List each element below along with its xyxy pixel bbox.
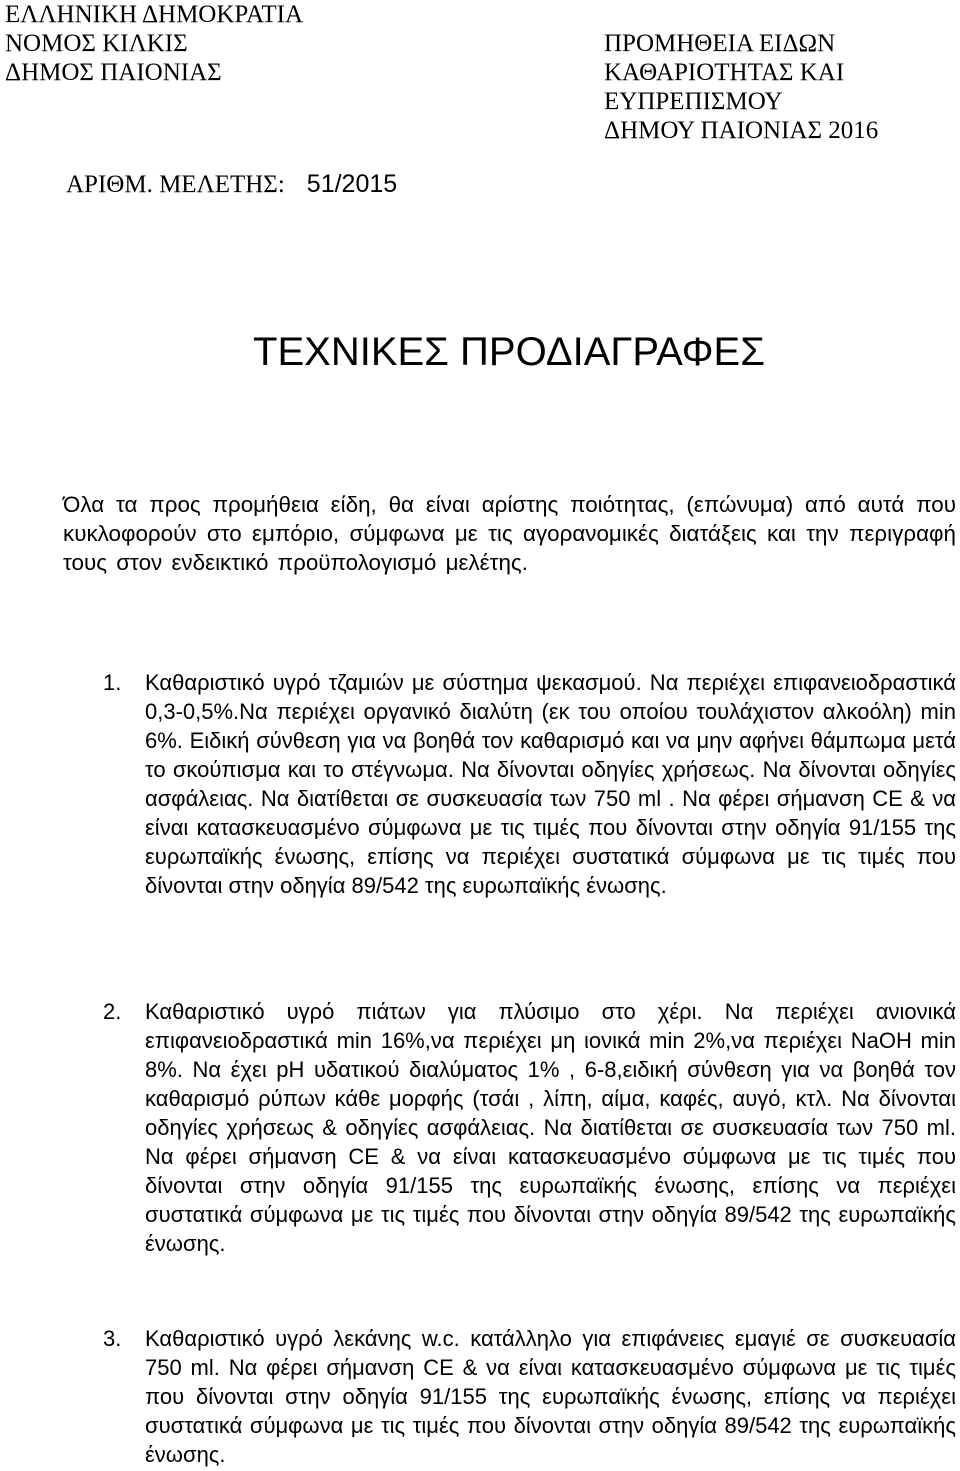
spec-item-3-text: Καθαριστικό υγρό λεκάνης w.c. κατάλληλο για επιφάνειες εμαγιέ σε συσκευασία 750 ml. Να φέρει σήμανση CE & να είναι κατασκευασμένο σύμφωνα με τις τιμές που δίνονται στην οδηγία 91/155 της ευρωπαϊκής ένωσης, επίσης να περιέχει συστατικά σύμφωνα με τις τιμές που δίνονται στην οδηγία 89/542 της ευρωπαϊκής ένωσης. [145, 1326, 956, 1467]
intro-paragraph: Όλα τα προς προμήθεια είδη, θα είναι αρίστης ποιότητας, (επώνυμα) από αυτά που κυκλοφορούν στο εμπόριο, σύμφωνα με τις αγορανομικές διατάξεις και την περιγραφή τους στον ενδεικτικό προϋπολογισμό μελέτης. [63, 492, 956, 575]
header-subject-line-2: ΚΑΘΑΡΙΟΤΗΤΑΣ ΚΑΙ [604, 59, 845, 86]
study-number-value: 51/2015 [306, 170, 398, 198]
spec-item-1-text: Καθαριστικό υγρό τζαμιών με σύστημα ψεκασμού. Να περιέχει επιφανειοδραστικά 0,3-0,5%.Να περιέχει οργανικό διαλύτη (εκ του οποίου τουλάχιστον αλκοόλη) min 6%. Ειδική σύνθεση για να βοηθά τον καθαρισμό και να μην αφήνει θάμπωμα μετά το σκούπισμα και το στέγνωμα. Να δίνονται οδηγίες χρήσεως. Να δίνονται οδηγίες ασφάλειας. Να διατίθεται σε συσκευασία των 750 ml . Να φέρει σήμανση CE & να είναι κατασκευασμένο σύμφωνα με τις τιμές που δίνονται στην οδηγία 91/155 της ευρωπαϊκής ένωσης, επίσης να περιέχει συστατικά σύμφωνα με τις τιμές που δίνονται στην οδηγία 89/542 της ευρωπαϊκής ένωσης. [145, 670, 956, 898]
document-title: ΤΕΧΝΙΚΕΣ ΠΡΟΔΙΑΓΡΑΦΕΣ [253, 330, 765, 374]
spec-item-2-text: Καθαριστικό υγρό πιάτων για πλύσιμο στο χέρι. Να περιέχει ανιονικά επιφανειοδραστικά min 16%,να περιέχει μη ιονικά min 2%,να περιέχει NaOH min 8%. Να έχει pH υδατικού διαλύματος 1% , 6-8,ειδική σύνθεση για να βοηθά τον καθαρισμό ρύπων κάθε μορφής (τσάι , λίπη, αίμα, καφές, αυγό, κτλ. Να δίνονται οδηγίες χρήσεως & οδηγίες ασφάλειας. Να διατίθεται σε συσκευασία των 750 ml. Να φέρει σήμανση CE & να είναι κατασκευασμένο σύμφωνα με τις τιμές που δίνονται στην οδηγία 91/155 της ευρωπαϊκής ένωσης, επίσης να περιέχει συστατικά σύμφωνα με τις τιμές που δίνονται στην οδηγία 89/542 της ευρωπαϊκής ένωσης. [145, 999, 956, 1256]
header-issuer-block [5, 0, 303, 87]
header-municipality: ΔΗΜΟΣ ΠΑΙΟΝΙΑΣ [5, 59, 222, 86]
spec-item-2-number: 2. [103, 999, 122, 1024]
spec-item-3-number: 3. [103, 1326, 122, 1351]
study-number-line [66, 168, 397, 201]
study-number-label: ΑΡΙΘΜ. ΜΕΛΕΤΗΣ: [66, 171, 285, 198]
header-subject-block [604, 29, 878, 145]
header-subject-line-4: ΔΗΜΟΥ ΠΑΙΟΝΙΑΣ 2016 [604, 117, 879, 144]
spec-item-1 [103, 668, 956, 900]
header-subject-line-1: ΠΡΟΜΗΘΕΙΑ ΕΙΔΩΝ [604, 30, 836, 57]
spec-item-1-number: 1. [103, 670, 122, 695]
header-country: ΕΛΛΗΝΙΚΗ ΔΗΜΟΚΡΑΤΙΑ [5, 1, 303, 28]
spec-item-3 [103, 1324, 956, 1469]
header-prefecture: ΝΟΜΟΣ ΚΙΛΚΙΣ [5, 30, 188, 57]
spec-item-2 [103, 997, 956, 1258]
header-subject-line-3: ΕΥΠΡΕΠΙΣΜΟΥ [604, 88, 783, 115]
